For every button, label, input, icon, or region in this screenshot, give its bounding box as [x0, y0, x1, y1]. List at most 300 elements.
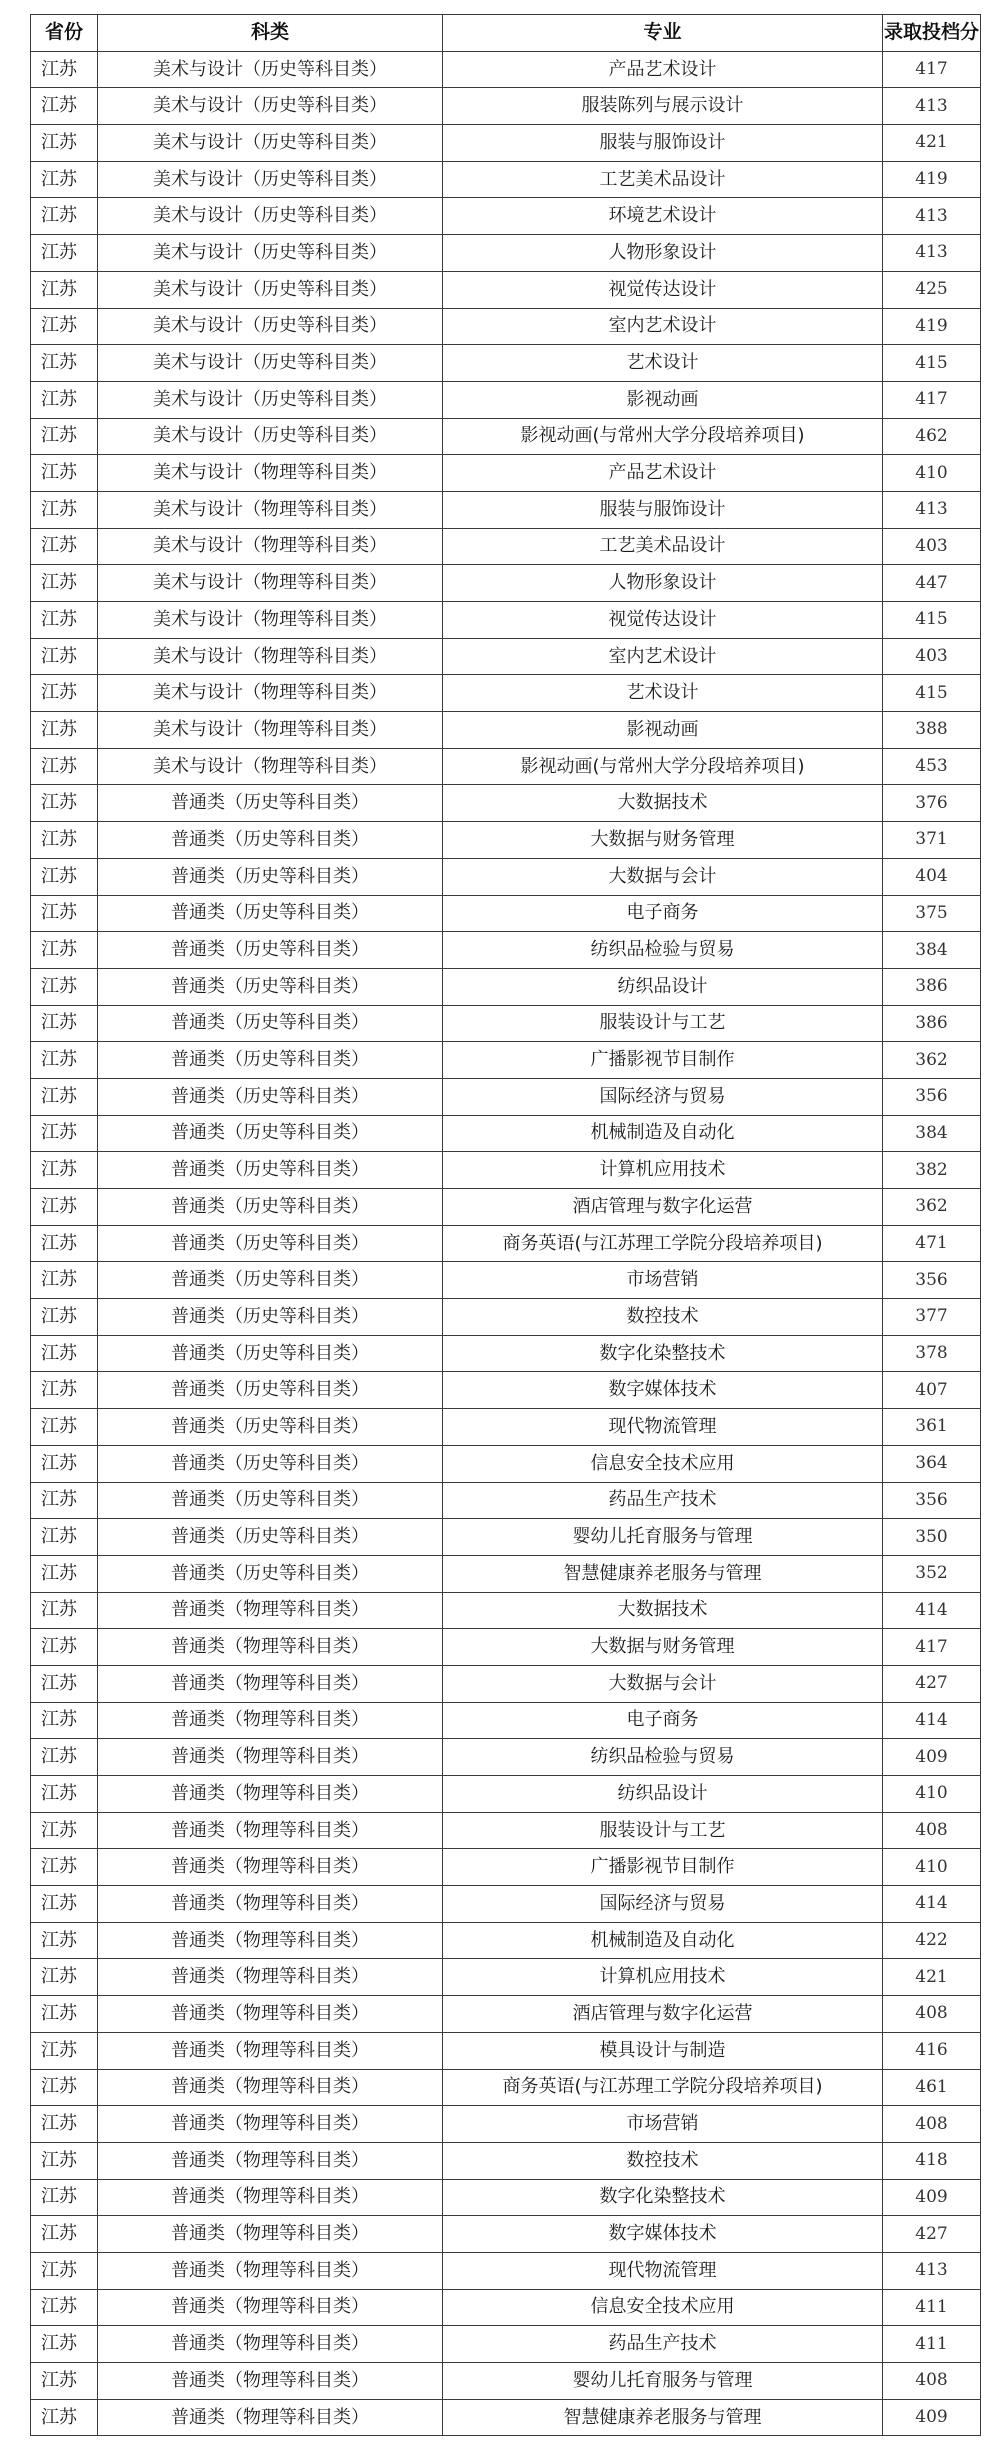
cell-score: 447 [883, 565, 981, 602]
cell-province: 江苏 [31, 1152, 98, 1189]
cell-score: 411 [883, 2326, 981, 2363]
cell-score: 413 [883, 235, 981, 272]
cell-province: 江苏 [31, 235, 98, 272]
cell-major: 人物形象设计 [443, 235, 883, 272]
cell-score: 410 [883, 1776, 981, 1813]
cell-major: 模具设计与制造 [443, 2032, 883, 2069]
cell-major: 服装与服饰设计 [443, 491, 883, 528]
cell-score: 352 [883, 1555, 981, 1592]
table-row [31, 1152, 981, 1189]
cell-category: 普通类（历史等科目类） [98, 1115, 443, 1152]
cell-province: 江苏 [31, 1959, 98, 1996]
cell-province: 江苏 [31, 271, 98, 308]
cell-major: 纺织品检验与贸易 [443, 932, 883, 969]
cell-category: 美术与设计（物理等科目类） [98, 638, 443, 675]
cell-province: 江苏 [31, 88, 98, 125]
cell-province: 江苏 [31, 675, 98, 712]
cell-major: 广播影视节目制作 [443, 1042, 883, 1079]
cell-province: 江苏 [31, 2252, 98, 2289]
cell-category: 普通类（物理等科目类） [98, 2032, 443, 2069]
cell-major: 市场营销 [443, 2106, 883, 2143]
cell-province: 江苏 [31, 1702, 98, 1739]
cell-category: 普通类（物理等科目类） [98, 2179, 443, 2216]
cell-score: 415 [883, 675, 981, 712]
cell-score: 413 [883, 491, 981, 528]
cell-major: 现代物流管理 [443, 2252, 883, 2289]
cell-score: 421 [883, 125, 981, 162]
cell-province: 江苏 [31, 785, 98, 822]
cell-province: 江苏 [31, 2142, 98, 2179]
cell-category: 美术与设计（历史等科目类） [98, 51, 443, 88]
cell-major: 大数据技术 [443, 785, 883, 822]
cell-province: 江苏 [31, 418, 98, 455]
cell-province: 江苏 [31, 1445, 98, 1482]
cell-score: 415 [883, 345, 981, 382]
table-header [31, 15, 981, 52]
cell-major: 室内艺术设计 [443, 638, 883, 675]
cell-province: 江苏 [31, 1115, 98, 1152]
cell-major: 艺术设计 [443, 675, 883, 712]
cell-score: 471 [883, 1225, 981, 1262]
cell-major: 大数据与财务管理 [443, 822, 883, 859]
cell-province: 江苏 [31, 1629, 98, 1666]
cell-category: 美术与设计（历史等科目类） [98, 235, 443, 272]
table-row [31, 455, 981, 492]
cell-score: 356 [883, 1078, 981, 1115]
table-body [31, 51, 981, 2436]
table-row [31, 602, 981, 639]
cell-province: 江苏 [31, 345, 98, 382]
cell-province: 江苏 [31, 528, 98, 565]
cell-category: 普通类（历史等科目类） [98, 1555, 443, 1592]
cell-score: 408 [883, 1996, 981, 2033]
cell-major: 工艺美术品设计 [443, 161, 883, 198]
cell-category: 普通类（物理等科目类） [98, 1665, 443, 1702]
table-row [31, 2032, 981, 2069]
cell-category: 普通类（物理等科目类） [98, 2289, 443, 2326]
cell-province: 江苏 [31, 2326, 98, 2363]
cell-major: 机械制造及自动化 [443, 1115, 883, 1152]
table-row [31, 2399, 981, 2436]
cell-category: 普通类（历史等科目类） [98, 1262, 443, 1299]
cell-major: 机械制造及自动化 [443, 1922, 883, 1959]
cell-major: 商务英语(与江苏理工学院分段培养项目) [443, 2069, 883, 2106]
cell-major: 婴幼儿托育服务与管理 [443, 1519, 883, 1556]
cell-score: 376 [883, 785, 981, 822]
cell-category: 美术与设计（历史等科目类） [98, 88, 443, 125]
cell-major: 国际经济与贸易 [443, 1078, 883, 1115]
cell-category: 普通类（物理等科目类） [98, 1739, 443, 1776]
table-row [31, 712, 981, 749]
table-row [31, 2106, 981, 2143]
cell-major: 现代物流管理 [443, 1409, 883, 1446]
cell-score: 453 [883, 748, 981, 785]
table-row [31, 198, 981, 235]
cell-major: 电子商务 [443, 1702, 883, 1739]
table-row [31, 1959, 981, 1996]
cell-province: 江苏 [31, 1482, 98, 1519]
cell-category: 美术与设计（历史等科目类） [98, 161, 443, 198]
cell-score: 371 [883, 822, 981, 859]
cell-major: 数控技术 [443, 1299, 883, 1336]
table-row [31, 1922, 981, 1959]
cell-category: 美术与设计（物理等科目类） [98, 455, 443, 492]
cell-score: 427 [883, 2216, 981, 2253]
cell-score: 403 [883, 528, 981, 565]
cell-score: 386 [883, 968, 981, 1005]
table-row [31, 1335, 981, 1372]
cell-major: 视觉传达设计 [443, 602, 883, 639]
admission-scores-table-container [30, 14, 980, 2436]
cell-province: 江苏 [31, 712, 98, 749]
cell-major: 数字媒体技术 [443, 1372, 883, 1409]
cell-province: 江苏 [31, 565, 98, 602]
table-row [31, 528, 981, 565]
cell-province: 江苏 [31, 308, 98, 345]
cell-score: 413 [883, 198, 981, 235]
table-row [31, 381, 981, 418]
cell-score: 410 [883, 455, 981, 492]
header-row [31, 15, 981, 52]
cell-score: 364 [883, 1445, 981, 1482]
cell-major: 产品艺术设计 [443, 455, 883, 492]
cell-score: 414 [883, 1702, 981, 1739]
table-row [31, 1042, 981, 1079]
cell-province: 江苏 [31, 491, 98, 528]
cell-category: 美术与设计（历史等科目类） [98, 381, 443, 418]
cell-category: 普通类（历史等科目类） [98, 968, 443, 1005]
cell-province: 江苏 [31, 1299, 98, 1336]
cell-province: 江苏 [31, 1262, 98, 1299]
admission-scores-table [30, 14, 981, 2436]
cell-province: 江苏 [31, 895, 98, 932]
cell-major: 信息安全技术应用 [443, 2289, 883, 2326]
cell-score: 356 [883, 1262, 981, 1299]
table-row [31, 1189, 981, 1226]
cell-province: 江苏 [31, 1592, 98, 1629]
table-row [31, 2326, 981, 2363]
cell-province: 江苏 [31, 1665, 98, 1702]
cell-category: 美术与设计（物理等科目类） [98, 528, 443, 565]
cell-province: 江苏 [31, 1886, 98, 1923]
cell-score: 362 [883, 1042, 981, 1079]
table-row [31, 1519, 981, 1556]
cell-score: 362 [883, 1189, 981, 1226]
table-row [31, 308, 981, 345]
cell-category: 普通类（历史等科目类） [98, 1042, 443, 1079]
cell-province: 江苏 [31, 822, 98, 859]
cell-category: 普通类（历史等科目类） [98, 1519, 443, 1556]
cell-category: 普通类（历史等科目类） [98, 1445, 443, 1482]
cell-province: 江苏 [31, 1372, 98, 1409]
header-category: 科类 [98, 15, 443, 52]
cell-score: 409 [883, 2179, 981, 2216]
cell-score: 414 [883, 1592, 981, 1629]
cell-category: 普通类（物理等科目类） [98, 1886, 443, 1923]
cell-score: 421 [883, 1959, 981, 1996]
cell-major: 数控技术 [443, 2142, 883, 2179]
cell-category: 普通类（物理等科目类） [98, 1959, 443, 1996]
cell-major: 酒店管理与数字化运营 [443, 1189, 883, 1226]
table-row [31, 1776, 981, 1813]
cell-major: 智慧健康养老服务与管理 [443, 1555, 883, 1592]
cell-major: 视觉传达设计 [443, 271, 883, 308]
cell-score: 386 [883, 1005, 981, 1042]
cell-major: 酒店管理与数字化运营 [443, 1996, 883, 2033]
cell-score: 409 [883, 2399, 981, 2436]
cell-major: 室内艺术设计 [443, 308, 883, 345]
cell-province: 江苏 [31, 1555, 98, 1592]
cell-score: 384 [883, 932, 981, 969]
cell-major: 环境艺术设计 [443, 198, 883, 235]
cell-category: 普通类（物理等科目类） [98, 1776, 443, 1813]
cell-category: 普通类（历史等科目类） [98, 822, 443, 859]
cell-category: 美术与设计（物理等科目类） [98, 712, 443, 749]
cell-category: 美术与设计（历史等科目类） [98, 308, 443, 345]
cell-province: 江苏 [31, 638, 98, 675]
table-row [31, 1739, 981, 1776]
cell-score: 377 [883, 1299, 981, 1336]
table-row [31, 1482, 981, 1519]
cell-major: 电子商务 [443, 895, 883, 932]
table-row [31, 88, 981, 125]
cell-major: 国际经济与贸易 [443, 1886, 883, 1923]
cell-major: 计算机应用技术 [443, 1959, 883, 1996]
cell-major: 纺织品设计 [443, 1776, 883, 1813]
table-row [31, 785, 981, 822]
table-row [31, 638, 981, 675]
table-row [31, 491, 981, 528]
cell-major: 数字化染整技术 [443, 1335, 883, 1372]
cell-major: 大数据技术 [443, 1592, 883, 1629]
cell-score: 411 [883, 2289, 981, 2326]
cell-score: 382 [883, 1152, 981, 1189]
cell-category: 普通类（物理等科目类） [98, 2326, 443, 2363]
cell-category: 普通类（历史等科目类） [98, 858, 443, 895]
cell-major: 服装设计与工艺 [443, 1812, 883, 1849]
cell-major: 数字媒体技术 [443, 2216, 883, 2253]
table-row [31, 271, 981, 308]
cell-major: 市场营销 [443, 1262, 883, 1299]
cell-category: 美术与设计（物理等科目类） [98, 675, 443, 712]
table-row [31, 858, 981, 895]
header-score: 录取投档分 [883, 15, 981, 52]
cell-major: 计算机应用技术 [443, 1152, 883, 1189]
cell-major: 大数据与会计 [443, 858, 883, 895]
cell-province: 江苏 [31, 381, 98, 418]
cell-province: 江苏 [31, 2363, 98, 2400]
cell-major: 产品艺术设计 [443, 51, 883, 88]
table-row [31, 1555, 981, 1592]
cell-score: 410 [883, 1849, 981, 1886]
cell-major: 商务英语(与江苏理工学院分段培养项目) [443, 1225, 883, 1262]
table-row [31, 1849, 981, 1886]
cell-major: 智慧健康养老服务与管理 [443, 2399, 883, 2436]
cell-score: 407 [883, 1372, 981, 1409]
table-row [31, 2069, 981, 2106]
table-row [31, 1886, 981, 1923]
cell-score: 418 [883, 2142, 981, 2179]
table-row [31, 161, 981, 198]
table-row [31, 1372, 981, 1409]
cell-province: 江苏 [31, 1519, 98, 1556]
cell-category: 美术与设计（物理等科目类） [98, 491, 443, 528]
table-row [31, 1262, 981, 1299]
table-row [31, 1702, 981, 1739]
cell-major: 影视动画 [443, 712, 883, 749]
cell-score: 413 [883, 2252, 981, 2289]
table-row [31, 1225, 981, 1262]
cell-category: 普通类（历史等科目类） [98, 895, 443, 932]
cell-province: 江苏 [31, 1812, 98, 1849]
cell-category: 普通类（历史等科目类） [98, 1005, 443, 1042]
cell-major: 影视动画(与常州大学分段培养项目) [443, 418, 883, 455]
cell-category: 普通类（物理等科目类） [98, 2399, 443, 2436]
cell-score: 415 [883, 602, 981, 639]
cell-category: 普通类（历史等科目类） [98, 1482, 443, 1519]
table-row [31, 51, 981, 88]
cell-category: 美术与设计（历史等科目类） [98, 271, 443, 308]
cell-province: 江苏 [31, 2399, 98, 2436]
cell-province: 江苏 [31, 932, 98, 969]
cell-province: 江苏 [31, 1078, 98, 1115]
cell-score: 350 [883, 1519, 981, 1556]
cell-category: 美术与设计（历史等科目类） [98, 418, 443, 455]
table-row [31, 345, 981, 382]
cell-province: 江苏 [31, 602, 98, 639]
cell-category: 普通类（物理等科目类） [98, 1996, 443, 2033]
cell-major: 药品生产技术 [443, 2326, 883, 2363]
cell-category: 普通类（物理等科目类） [98, 1592, 443, 1629]
cell-major: 服装陈列与展示设计 [443, 88, 883, 125]
cell-major: 广播影视节目制作 [443, 1849, 883, 1886]
cell-category: 普通类（历史等科目类） [98, 1299, 443, 1336]
cell-score: 461 [883, 2069, 981, 2106]
cell-score: 404 [883, 858, 981, 895]
cell-score: 409 [883, 1739, 981, 1776]
cell-category: 普通类（历史等科目类） [98, 1409, 443, 1446]
cell-province: 江苏 [31, 968, 98, 1005]
table-row [31, 235, 981, 272]
cell-province: 江苏 [31, 1922, 98, 1959]
table-row [31, 2289, 981, 2326]
table-row [31, 895, 981, 932]
cell-score: 419 [883, 161, 981, 198]
table-row [31, 2216, 981, 2253]
table-row [31, 565, 981, 602]
cell-score: 414 [883, 1886, 981, 1923]
cell-province: 江苏 [31, 2289, 98, 2326]
cell-score: 361 [883, 1409, 981, 1446]
cell-major: 信息安全技术应用 [443, 1445, 883, 1482]
table-row [31, 1629, 981, 1666]
table-row [31, 1665, 981, 1702]
cell-category: 普通类（物理等科目类） [98, 1629, 443, 1666]
cell-score: 417 [883, 1629, 981, 1666]
cell-score: 356 [883, 1482, 981, 1519]
table-row [31, 2142, 981, 2179]
cell-score: 417 [883, 381, 981, 418]
cell-score: 417 [883, 51, 981, 88]
cell-province: 江苏 [31, 1996, 98, 2033]
cell-province: 江苏 [31, 1225, 98, 1262]
cell-category: 普通类（历史等科目类） [98, 785, 443, 822]
table-row [31, 675, 981, 712]
cell-category: 普通类（历史等科目类） [98, 1225, 443, 1262]
cell-category: 普通类（历史等科目类） [98, 1189, 443, 1226]
cell-score: 403 [883, 638, 981, 675]
cell-category: 普通类（历史等科目类） [98, 1335, 443, 1372]
cell-category: 美术与设计（历史等科目类） [98, 198, 443, 235]
table-row [31, 748, 981, 785]
cell-province: 江苏 [31, 1409, 98, 1446]
cell-province: 江苏 [31, 455, 98, 492]
cell-category: 美术与设计（物理等科目类） [98, 748, 443, 785]
cell-major: 大数据与财务管理 [443, 1629, 883, 1666]
cell-province: 江苏 [31, 1042, 98, 1079]
cell-province: 江苏 [31, 1189, 98, 1226]
cell-score: 427 [883, 1665, 981, 1702]
cell-province: 江苏 [31, 1776, 98, 1813]
cell-major: 数字化染整技术 [443, 2179, 883, 2216]
cell-category: 美术与设计（物理等科目类） [98, 565, 443, 602]
cell-category: 普通类（物理等科目类） [98, 2252, 443, 2289]
cell-category: 普通类（物理等科目类） [98, 2216, 443, 2253]
cell-score: 419 [883, 308, 981, 345]
cell-score: 408 [883, 2106, 981, 2143]
cell-province: 江苏 [31, 1335, 98, 1372]
table-row [31, 418, 981, 455]
cell-category: 美术与设计（历史等科目类） [98, 125, 443, 162]
cell-province: 江苏 [31, 2069, 98, 2106]
table-row [31, 2363, 981, 2400]
cell-major: 纺织品设计 [443, 968, 883, 1005]
table-row [31, 2179, 981, 2216]
cell-major: 工艺美术品设计 [443, 528, 883, 565]
cell-major: 艺术设计 [443, 345, 883, 382]
table-row [31, 1445, 981, 1482]
cell-province: 江苏 [31, 858, 98, 895]
header-province: 省份 [31, 15, 98, 52]
table-row [31, 125, 981, 162]
cell-category: 普通类（历史等科目类） [98, 1152, 443, 1189]
table-row [31, 1078, 981, 1115]
cell-score: 413 [883, 88, 981, 125]
table-row [31, 1592, 981, 1629]
cell-category: 普通类（物理等科目类） [98, 2069, 443, 2106]
table-row [31, 1409, 981, 1446]
cell-score: 375 [883, 895, 981, 932]
cell-province: 江苏 [31, 1739, 98, 1776]
cell-major: 婴幼儿托育服务与管理 [443, 2363, 883, 2400]
cell-province: 江苏 [31, 2179, 98, 2216]
table-row [31, 1115, 981, 1152]
cell-province: 江苏 [31, 51, 98, 88]
cell-score: 422 [883, 1922, 981, 1959]
table-row [31, 822, 981, 859]
cell-score: 416 [883, 2032, 981, 2069]
table-row [31, 1299, 981, 1336]
cell-category: 普通类（物理等科目类） [98, 1849, 443, 1886]
cell-province: 江苏 [31, 748, 98, 785]
cell-score: 408 [883, 2363, 981, 2400]
cell-province: 江苏 [31, 2216, 98, 2253]
cell-province: 江苏 [31, 2106, 98, 2143]
cell-major: 服装设计与工艺 [443, 1005, 883, 1042]
cell-major: 纺织品检验与贸易 [443, 1739, 883, 1776]
cell-category: 普通类（物理等科目类） [98, 1922, 443, 1959]
cell-category: 普通类（物理等科目类） [98, 1812, 443, 1849]
